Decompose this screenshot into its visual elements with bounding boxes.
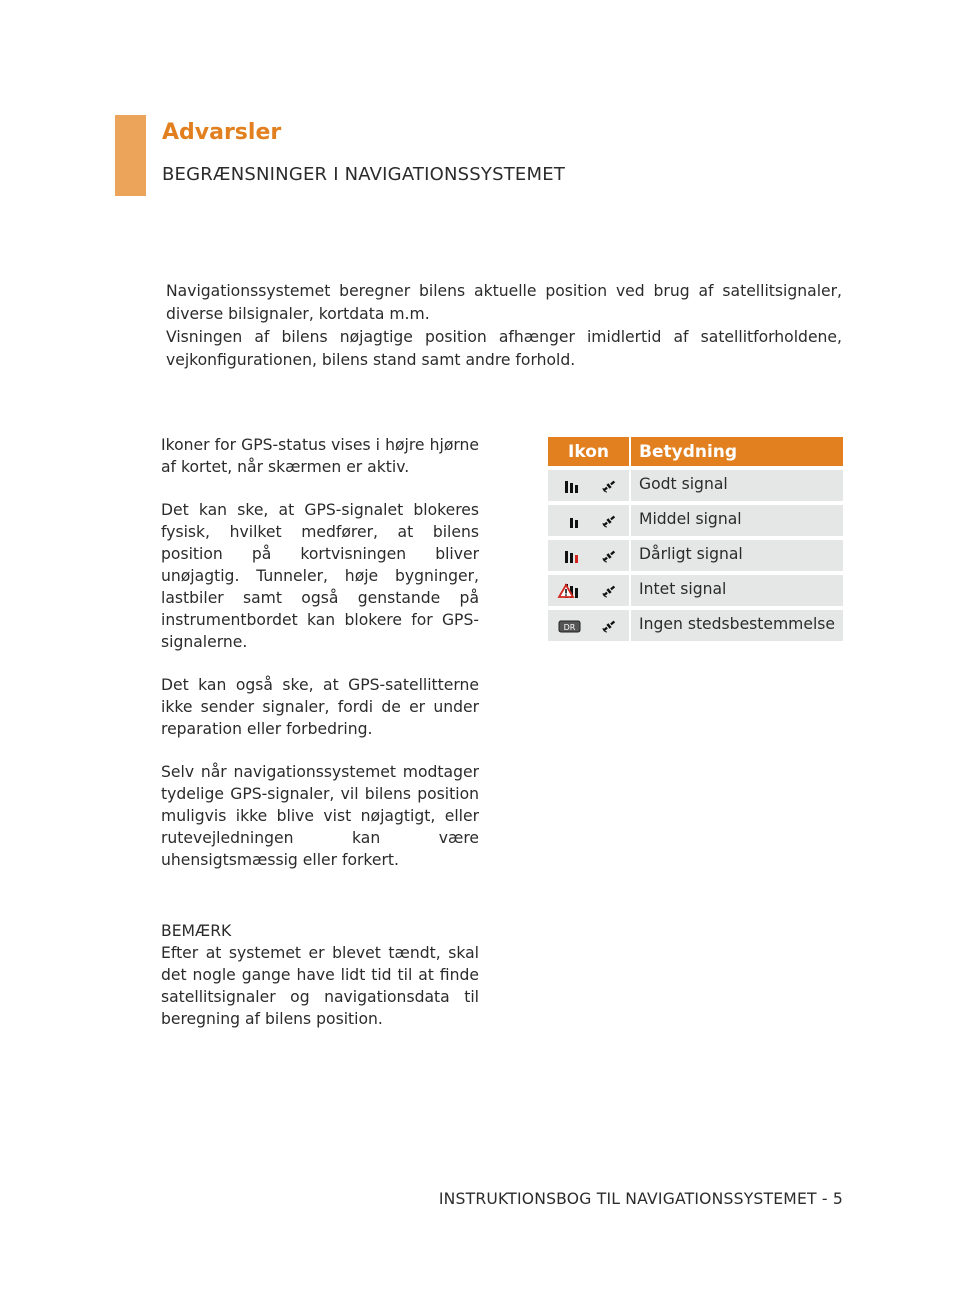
body-column: [161, 434, 479, 892]
table-cell-meaning: Intet signal: [631, 575, 843, 606]
gps-signal-medium-icon: [548, 505, 629, 536]
body-paragraph-2: Det kan ske, at GPS-signalet blokeres fysisk, hvilket medfører, at bilens position på kortvisningen bliver unøjagtig. Tunneler, høje bygninger, lastbiler samt også genstande på instrumentbordet kan blokere for GPS-signalerne.: [161, 501, 479, 651]
table-cell-icon: [548, 505, 631, 536]
gps-no-signal-warning-icon: [548, 575, 629, 606]
gps-signal-poor-icon: [548, 540, 629, 571]
table-cell-meaning: Middel signal: [631, 505, 843, 536]
table-row: [548, 470, 843, 501]
gps-signal-good-icon: [548, 470, 629, 501]
body-paragraph-1: Ikoner for GPS-status vises i højre hjørne af kortet, når skærmen er aktiv.: [161, 436, 479, 476]
page-footer: INSTRUKTIONSBOG TIL NAVIGATIONSSYSTEMET - 5: [438, 1190, 843, 1208]
body-paragraph-4: Selv når navigationssystemet modtager tydelige GPS-signaler, vil bilens position muligvis ikke blive vist nøjagtigt, eller rutevejledningen kan være uhensigtsmæssig eller forkert.: [161, 763, 479, 869]
table-cell-meaning: Godt signal: [631, 470, 843, 501]
section-tab-marker: [115, 115, 146, 196]
note-text: Efter at systemet er blevet tændt, skal det nogle gange have lidt tid til at finde satellitsignaler og navigationsdata til beregning af bilens position.: [161, 944, 479, 1028]
table-cell-icon: [548, 540, 631, 571]
gps-dead-reckoning-icon: [548, 610, 629, 641]
intro-text: [166, 280, 842, 372]
gps-status-table: [548, 433, 843, 645]
table-row: [548, 610, 843, 641]
intro-paragraph-2: Visningen af bilens nøjagtige position afhænger imidlertid af satellitforholdene, vejkonfigurationen, bilens stand samt andre forhold.: [166, 328, 842, 369]
note-label: BEMÆRK: [161, 922, 232, 940]
section-title: Advarsler: [162, 120, 282, 145]
note-box: [161, 920, 479, 1030]
table-row: [548, 540, 843, 571]
dr-badge-label: DR: [563, 623, 576, 632]
intro-paragraph-1: Navigationssystemet beregner bilens aktuelle position ved brug af satellitsignaler, diverse bilsignaler, kortdata m.m.: [166, 282, 842, 323]
table-cell-icon: [548, 470, 631, 501]
table-row: [548, 505, 843, 536]
table-cell-meaning: Ingen stedsbestemmelse: [631, 610, 843, 641]
table-header-meaning: Betydning: [631, 437, 843, 466]
table-header-row: [548, 437, 843, 466]
table-cell-icon: [548, 575, 631, 606]
section-subtitle: BEGRÆNSNINGER I NAVIGATIONSSYSTEMET: [162, 164, 566, 185]
table-header-icon: Ikon: [548, 437, 631, 466]
table-cell-meaning: Dårligt signal: [631, 540, 843, 571]
body-paragraph-3: Det kan også ske, at GPS-satellitterne ikke sender signaler, fordi de er under reparation eller forbedring.: [161, 676, 479, 738]
table-row: [548, 575, 843, 606]
table-cell-icon: [548, 610, 631, 641]
